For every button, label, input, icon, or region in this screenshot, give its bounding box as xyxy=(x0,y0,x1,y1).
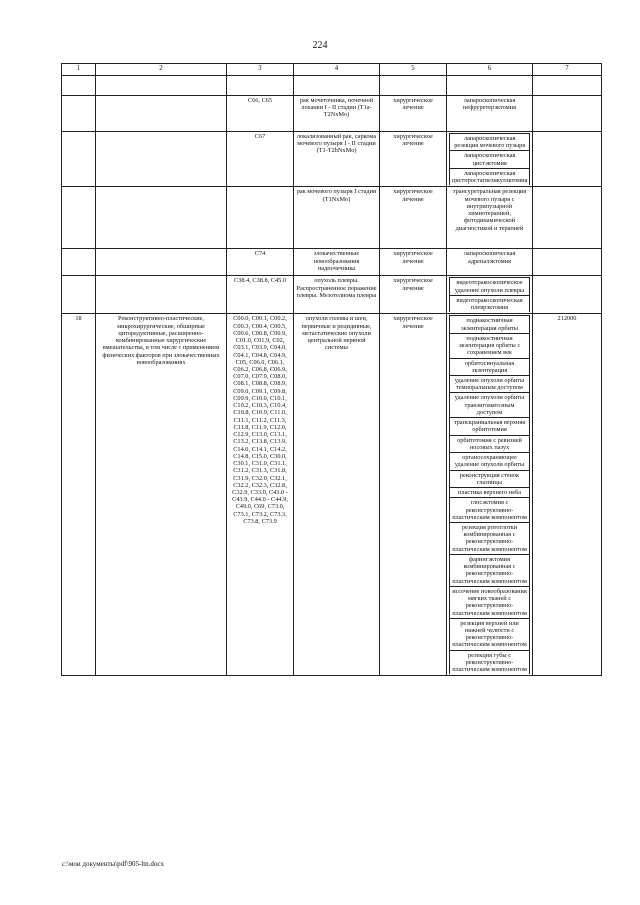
treatment-method: лапароскопическая резекция мочевого пузыря xyxy=(450,134,530,151)
patient-model: злокачественные новообразования надпочечника xyxy=(294,249,380,276)
treatment-type: хирургическое лечение xyxy=(380,314,447,676)
treatment-method: трансуретральная резекция мочевого пузыря с внутрипузырной химиотерапией, фотодинамической диагностикой и терапией xyxy=(447,187,533,249)
methods-list xyxy=(449,277,530,312)
table-row xyxy=(62,132,602,187)
cost-value: 212000 xyxy=(533,314,602,676)
table-row-blank xyxy=(62,76,602,96)
row-number: 18 xyxy=(62,314,96,676)
patient-model: рак мочеточника, почечной лоханки I - II стадии (T1a-T2NxMo) xyxy=(294,96,380,132)
treatment-method: поднакостничная экзентерация орбиты xyxy=(450,316,530,333)
methods-list xyxy=(449,315,530,674)
treatment-method: глосэктомия с реконструктивно-пластическим компонентом xyxy=(450,498,530,523)
col-header: 7 xyxy=(533,64,602,76)
treatment-method: иссечение новообразования мягких тканей с реконструктивно-пластическим компонентом xyxy=(450,586,530,618)
file-path-footer: c:\мои документы\pdf\905-ltn.docx xyxy=(62,860,165,868)
treatment-method: поднакостничная экзентерация орбиты с сохранением век xyxy=(450,333,530,358)
treatment-method: пластика верхнего неба xyxy=(450,488,530,498)
page-number: 224 xyxy=(312,40,328,51)
treatment-method: лапароскопическая цистпростатвезикулэктомия xyxy=(450,168,530,185)
treatment-method: орбитосинуальная экзентерация xyxy=(450,358,530,375)
table-row xyxy=(62,249,602,276)
table-row xyxy=(62,276,602,314)
treatment-type: хирургическое лечение xyxy=(380,276,447,314)
table-header-row xyxy=(62,64,602,76)
treatment-method: видеоторакоскопическое удаление опухоли плевры xyxy=(450,278,530,295)
patient-model: опухоли головы и шеи, первичные и рецидивные, метастатические опухоли центральной нервной системы xyxy=(294,314,380,676)
treatment-type: хирургическое лечение xyxy=(380,187,447,249)
col-header: 6 xyxy=(447,64,533,76)
col-header: 3 xyxy=(227,64,294,76)
patient-model: опухоль плевры. Распространенное поражение плевры. Мезотелиома плевры xyxy=(294,276,380,314)
col-header: 4 xyxy=(294,64,380,76)
treatment-method: резекция верхней или нижней челюсти с реконструктивно-пластическим компонентом xyxy=(450,618,530,650)
treatment-method: фарингэктомия комбинированная с реконструктивно-пластическим компонентом xyxy=(450,554,530,586)
treatment-method: органосохраняющее удаление опухоли орбиты xyxy=(450,453,530,470)
treatment-method: резекция ротоглотки комбинированная с реконструктивно-пластическим компонентом xyxy=(450,522,530,554)
table-row xyxy=(62,314,602,676)
treatment-method: лапароскопическая цистэктомия xyxy=(450,151,530,168)
icd-codes: C67 xyxy=(227,132,294,187)
icd-codes: C74 xyxy=(227,249,294,276)
treatment-method: видеоторакоскопическая плеврэктомия xyxy=(450,295,530,312)
methods-list xyxy=(449,133,530,185)
treatment-type: хирургическое лечение xyxy=(380,249,447,276)
col-header: 1 xyxy=(62,64,96,76)
treatment-method: удаление опухоли орбиты транзигоматозным доступом xyxy=(450,393,530,418)
col-header: 2 xyxy=(96,64,227,76)
procedures-table xyxy=(61,63,602,676)
treatment-method: орбитотомия с ревизией носовых пазух xyxy=(450,435,530,452)
table-row xyxy=(62,96,602,132)
col-header: 5 xyxy=(380,64,447,76)
patient-model: рак мочевого пузыря I стадии (T1NxMo) xyxy=(294,187,380,249)
treatment-type: хирургическое лечение xyxy=(380,96,447,132)
treatment-method: резекция губы с реконструктивно-пластическим компонентом xyxy=(450,650,530,674)
icd-codes: C66, C65 xyxy=(227,96,294,132)
treatment-type: хирургическое лечение xyxy=(380,132,447,187)
treatment-method: реконструкция стенок глазницы xyxy=(450,470,530,487)
table-row xyxy=(62,187,602,249)
treatment-method: удаление опухоли орбиты темпоральным доступом xyxy=(450,375,530,392)
treatment-method: лапароскопическая нефруретерэктомия xyxy=(447,96,533,132)
procedure-group-name: Реконструктивно-пластические, микрохирургические, обширные циторедуктивные, расширенно-комбинированные хирургические вмешательства, в том числе с применением физических факторов при злокачественных новообразованиях xyxy=(96,314,227,676)
icd-codes: C38.4, C38.8, C45.0 xyxy=(227,276,294,314)
treatment-method: транскраниальная верхняя орбитотомия xyxy=(450,418,530,435)
treatment-method: лапароскопическая адреналэктомия xyxy=(447,249,533,276)
icd-codes: C00.0, C00.1, C00.2, C00.3, C00.4, C00.5, C00.6, C00.8, C00.9, C01.0, C01.9, C02, C03.1, C03.9, C04.0, C04.1, C04.8, C04.9, C05, C06.0, C06.1, C06.2, C06.8, C06.9, C07.0, C07.9, C08.0, C08.1, C08.8, C08.9, C09.0, C09.1, C09.8, C09.9, C10.0, C10.1, C10.2, C10.3, C10.4, C10.8, C10.9, C11.0, C11.1, C11.2, C11.3, C11.8, C11.9, C12.0, C12.9, C13.0, C13.1, C13.2, C13.8, C13.9, C14.0, C14.1, C14.2, C14.8, C15.0, C30.0, C30.1, C31.0, C31.1, C31.2, C31.3, C31.8, C31.9, C32.0, C32.1, C32.2, C32.3, C32.8, C32.9, C33.0, C43.0 - C43.9, C44.0 - C44.9, C49.0, C69, C73.0, C73.1, C73.2, C73.3, C73.8, C73.9 xyxy=(227,314,294,676)
patient-model: локализованный рак, саркома мочевого пузыря I - II стадии (T1-T2bNxMo) xyxy=(294,132,380,187)
